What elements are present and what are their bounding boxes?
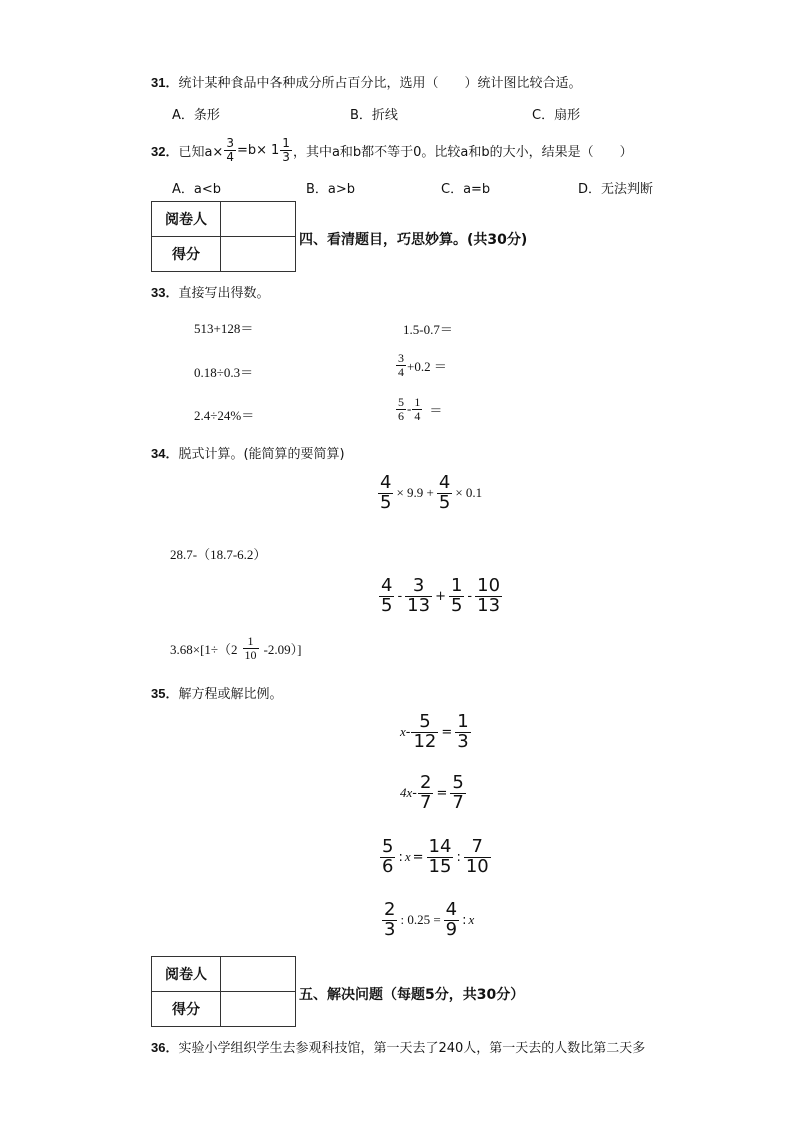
fraction: $\frac{4}{5}$	[438, 472, 451, 513]
q33-item-d: $\frac{3}{4}$ +0.2 ＝	[398, 351, 447, 379]
question-number: 31．	[151, 75, 179, 90]
fraction: $\frac{3}{13}$	[407, 575, 431, 616]
q32-option-c: C．a=b	[441, 182, 491, 197]
fraction: $\frac{4}{5}$	[381, 575, 393, 616]
fraction: $\frac{14}{15}$	[428, 836, 452, 877]
question-text: 实验小学组织学生去参观科技馆，第一天去了240人，第一天去的人数比第二天多	[178, 1041, 646, 1056]
fraction: $\frac{1}{5}$	[450, 575, 463, 616]
q32-option-d: D．无法判断	[578, 182, 654, 197]
question-number: 36．	[151, 1040, 179, 1055]
section-5-title: 五、解决问题（每题5分，共30分）	[299, 987, 525, 1003]
fraction: $\frac{1}{3}$	[457, 711, 469, 752]
question-number: 33．	[151, 285, 179, 300]
question-text: 统计某种食品中各种成分所占百分比，选用（ ）统计图比较合适。	[178, 76, 582, 91]
q32-option-a: A．a<b	[172, 182, 222, 197]
q35-equation-1: x - $\frac{5}{12}$ = $\frac{1}{3}$	[400, 711, 469, 752]
q34-expression-2: 28.7-（18.7-6.2）	[170, 547, 267, 562]
q33-item-c: 0.18÷0.3＝	[194, 365, 254, 380]
fraction: $\frac{5}{6}$	[382, 836, 394, 877]
score-table	[151, 201, 296, 272]
fraction: $\frac{3}{4}$	[398, 351, 404, 379]
q32-option-b: B．a>b	[306, 182, 356, 197]
fraction: $\frac{4}{5}$	[380, 472, 392, 513]
q31-option-a: A．条形	[172, 108, 220, 123]
score-label: 得分	[152, 992, 221, 1027]
fraction: $\frac{5}{6}$	[398, 395, 404, 423]
question-number: 34．	[151, 446, 179, 461]
question-33	[151, 282, 269, 301]
q32-post: ，其中a和b都不等于0。比较a和b的大小，结果是（ ）	[292, 144, 633, 160]
fraction: $\frac{5}{12}$	[413, 711, 437, 752]
fraction: $\frac{10}{13}$	[477, 575, 501, 616]
reviewer-field[interactable]	[221, 957, 296, 992]
score-field[interactable]	[221, 237, 296, 272]
question-text: 脱式计算。(能简算的要简算)	[178, 447, 345, 462]
fraction: $\frac{1}{10}$	[244, 634, 257, 662]
question-31	[151, 72, 581, 91]
q33-item-e: 2.4÷24%＝	[194, 408, 255, 423]
question-text: 解方程或解比例。	[178, 687, 283, 702]
section-4-title: 四、看清题目，巧思妙算。(共30分)	[299, 232, 528, 248]
question-36	[151, 1037, 645, 1056]
question-number: 35．	[151, 686, 179, 701]
fraction: $\frac{3}{4}$	[226, 135, 234, 164]
fraction: $\frac{2}{7}$	[419, 772, 432, 813]
q33-item-a: 513+128＝	[194, 321, 254, 336]
q32-pre: 已知a×	[178, 144, 224, 160]
reviewer-field[interactable]	[221, 202, 296, 237]
q35-equation-3: $\frac{5}{6}$ : x = $\frac{14}{15}$ : $\frac{7}{10}$	[382, 836, 489, 877]
mixed-number: 1 $\frac{1}{3}$	[271, 135, 290, 164]
question-text: 直接写出得数。	[178, 286, 270, 301]
question-32	[151, 128, 633, 172]
q34-expression-4: 3.68×[1÷（2 $\frac{1}{10}$ -2.09）]	[170, 634, 302, 662]
fraction: $\frac{4}{9}$	[445, 899, 458, 940]
question-number: 32．	[151, 143, 179, 159]
q31-option-c: C．扇形	[532, 108, 581, 123]
q32-mid: =b×	[236, 142, 268, 158]
reviewer-label: 阅卷人	[152, 202, 221, 237]
fraction: $\frac{1}{4}$	[414, 395, 421, 423]
question-34	[151, 443, 345, 462]
fraction: $\frac{5}{7}$	[452, 772, 464, 813]
fraction: $\frac{7}{10}$	[465, 836, 489, 877]
score-label: 得分	[152, 237, 221, 272]
score-table	[151, 956, 296, 1027]
q31-option-b: B．折线	[350, 108, 398, 123]
q33-item-b: 1.5-0.7＝	[403, 322, 453, 337]
q34-expression-3: $\frac{4}{5}$ - $\frac{3}{13}$ + $\frac{1}{5}$ - $\frac{10}{13}$	[381, 575, 501, 616]
q33-item-f: $\frac{5}{6}$ - $\frac{1}{4}$ ＝	[398, 395, 443, 423]
q35-equation-4: $\frac{2}{3}$ : 0.25 = $\frac{4}{9}$ : x	[384, 899, 475, 940]
q35-equation-2: 4x - $\frac{2}{7}$ = $\frac{5}{7}$	[400, 772, 464, 813]
q34-expression-1: $\frac{4}{5}$ × 9.9 + $\frac{4}{5}$ × 0.1	[380, 472, 483, 513]
reviewer-label: 阅卷人	[152, 957, 221, 992]
fraction: $\frac{2}{3}$	[384, 899, 396, 940]
question-35	[151, 683, 282, 702]
score-field[interactable]	[221, 992, 296, 1027]
